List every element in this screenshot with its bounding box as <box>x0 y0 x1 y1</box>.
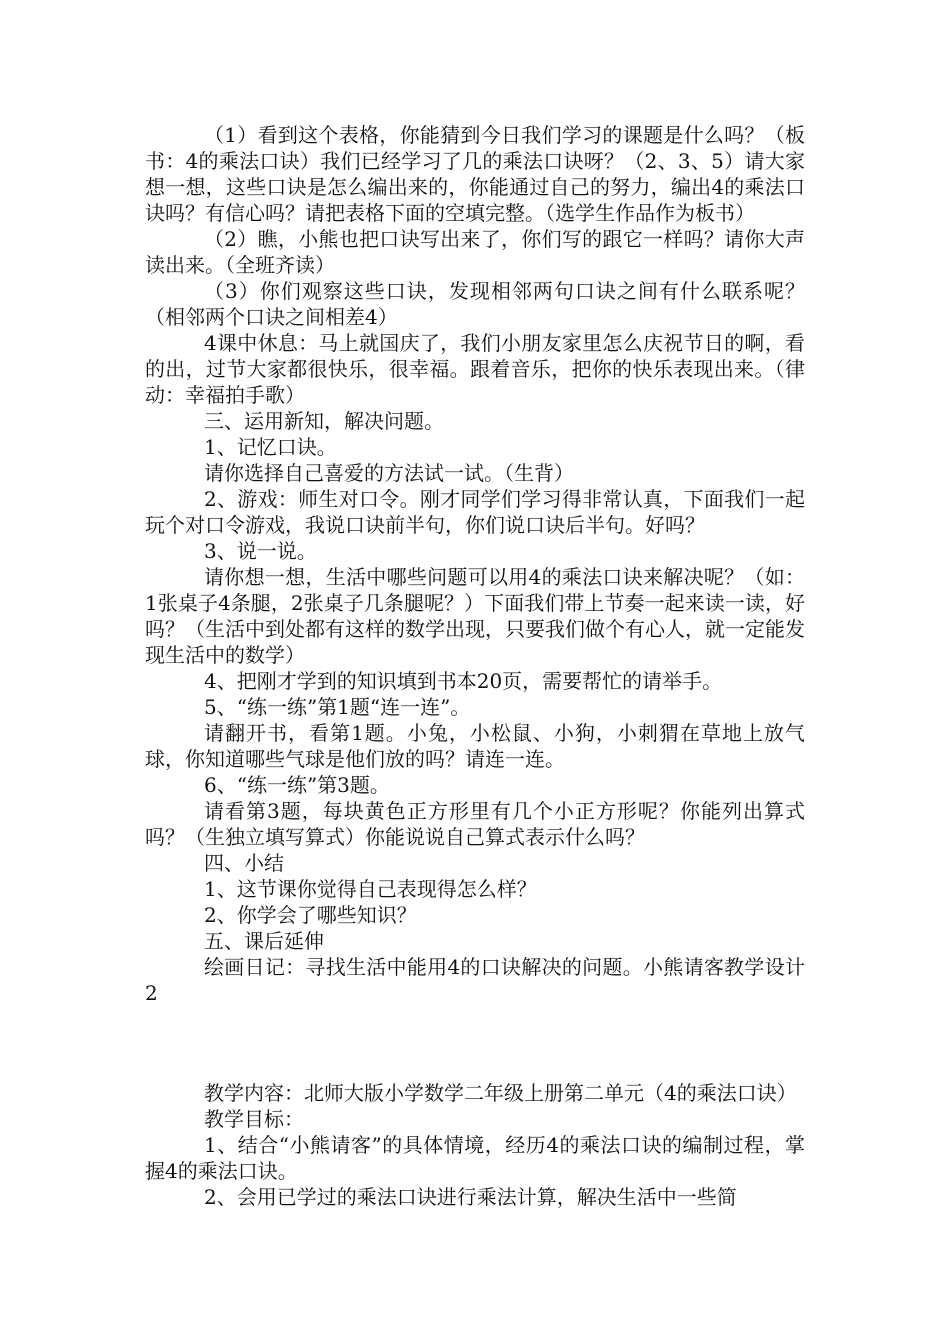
paragraph-1: （1）看到这个表格，你能猜到今日我们学习的课题是什么吗？（板书：4的乘法口诀）我们已经学习了几的乘法口诀呀？（2、3、5）请大家想一想，这些口诀是怎么编出来的，你能通过自己的努力，编出4的乘法口诀吗？有信心吗？请把表格下面的空填完整。（选学生作品作为板书） <box>145 123 805 225</box>
paragraph-20: 绘画日记：寻找生活中能用4的口诀解决的问题。小熊请客教学设计2 <box>145 955 805 1005</box>
paragraph-11: 4、把刚才学到的知识填到书本20页，需要帮忙的请举手。 <box>204 669 723 693</box>
paragraph-13: 请翻开书，看第1题。小兔，小松鼠、小狗，小刺猬在草地上放气球，你知道哪些气球是他们放的吗？请连一连。 <box>145 721 805 771</box>
paragraph-17: 1、这节课你觉得自己表现得怎么样？ <box>204 877 537 901</box>
paragraph-3: （3）你们观察这些口诀，发现相邻两句口诀之间有什么联系呢？（相邻两个口诀之间相差4） <box>145 279 805 329</box>
paragraph-6: 1、记忆口诀。 <box>204 435 337 459</box>
paragraph-21: 教学内容：北师大版小学数学二年级上册第二单元（4的乘法口诀） <box>204 1081 797 1105</box>
paragraph-5: 三、运用新知，解决问题。 <box>204 409 444 433</box>
paragraph-24: 2、会用已学过的乘法口诀进行乘法计算，解决生活中一些简 <box>204 1185 737 1209</box>
paragraph-12: 5、“练一练”第1题“连一连”。 <box>204 695 471 719</box>
paragraph-18: 2、你学会了哪些知识？ <box>204 903 417 927</box>
paragraph-14: 6、“练一练”第3题。 <box>204 773 390 797</box>
paragraph-16: 四、小结 <box>204 851 284 875</box>
paragraph-23: 1、结合“小熊请客”的具体情境，经历4的乘法口诀的编制过程，掌握4的乘法口诀。 <box>145 1133 805 1183</box>
paragraph-22: 教学目标： <box>204 1107 304 1131</box>
paragraph-2: （2）瞧，小熊也把口诀写出来了，你们写的跟它一样吗？请你大声读出来。（全班齐读） <box>145 227 805 277</box>
paragraph-9: 3、说一说。 <box>204 539 317 563</box>
section-gap <box>145 1006 805 1080</box>
document-page <box>145 122 805 1210</box>
paragraph-15: 请看第3题，每块黄色正方形里有几个小正方形呢？你能列出算式吗？（生独立填写算式）你能说说自己算式表示什么吗？ <box>145 799 805 849</box>
paragraph-4: 4课中休息：马上就国庆了，我们小朋友家里怎么庆祝节日的啊，看的出，过节大家都很快乐，很幸福。跟着音乐，把你的快乐表现出来。（律动：幸福拍手歌） <box>145 331 805 407</box>
paragraph-8: 2、游戏：师生对口令。刚才同学们学习得非常认真，下面我们一起玩个对口令游戏，我说口诀前半句，你们说口诀后半句。好吗？ <box>145 487 805 537</box>
paragraph-19: 五、课后延伸 <box>204 929 324 953</box>
paragraph-7: 请你选择自己喜爱的方法试一试。（生背） <box>204 461 574 485</box>
paragraph-10: 请你想一想，生活中哪些问题可以用4的乘法口诀来解决呢？（如：1张桌子4条腿，2张桌子几条腿呢？）下面我们带上节奏一起来读一读，好吗？（生活中到处都有这样的数学出现，只要我们做个有心人，就一定能发现生活中的数学） <box>145 565 805 667</box>
